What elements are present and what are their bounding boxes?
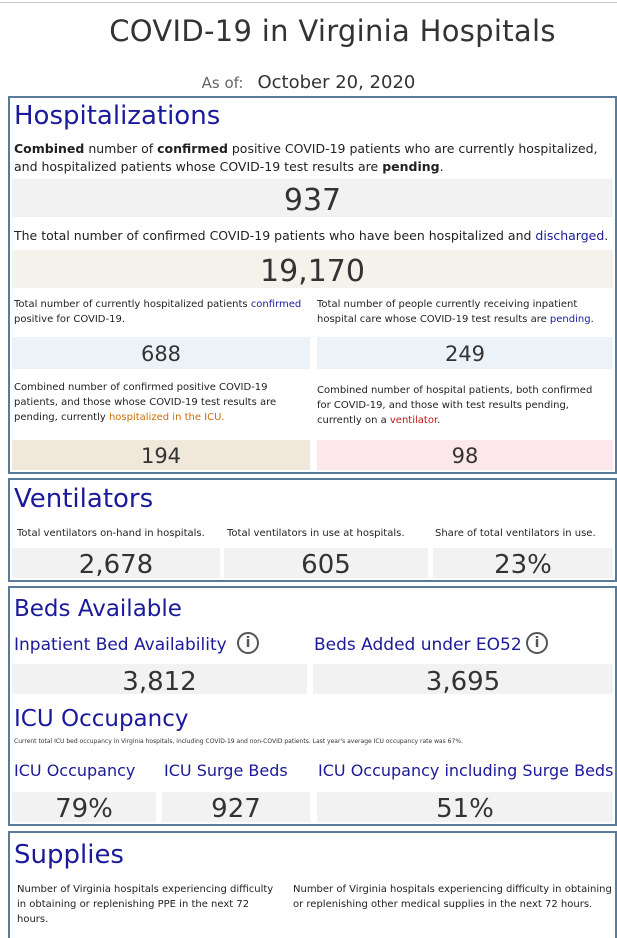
vent-inuse-value: 605	[224, 548, 428, 578]
as-of-date: October 20, 2020	[257, 72, 416, 93]
icu-surge-occupancy-value: 51%	[317, 792, 613, 822]
icu-surge-label: ICU Surge Beds	[164, 761, 288, 780]
confirmed-value: 688	[12, 337, 310, 369]
vent-onhand-value: 2,678	[12, 548, 220, 578]
ventilators-title: Ventilators	[14, 484, 154, 514]
icu-occupancy-title: ICU Occupancy	[14, 706, 189, 732]
icu-occupancy-value: 79%	[12, 792, 156, 822]
icu-occupancy-label: ICU Occupancy	[14, 761, 136, 780]
confirmed-desc: Total number of currently hospitalized patients confirmed positive for COVID-19.	[14, 299, 302, 325]
vent-onhand-label: Total ventilators on-hand in hospitals.	[17, 528, 205, 539]
icu-surge-occupancy-label: ICU Occupancy including Surge Beds	[318, 761, 614, 780]
discharged-value: 19,170	[12, 250, 613, 288]
hospitalizations-desc-2: The total number of confirmed COVID-19 patients who have been hospitalized and discharged.	[14, 228, 609, 243]
pending-value: 249	[317, 337, 613, 369]
vent-share-value: 23%	[433, 548, 613, 578]
medical-supplies-label: Number of Virginia hospitals experiencing difficulty in obtaining or replenishing other medical supplies in the next 72 hours.	[293, 884, 612, 910]
ventilator-desc: Combined number of hospital patients, both confirmed for COVID-19, and those with test results pending, currently on a ventilator.	[317, 385, 593, 426]
ppe-label: Number of Virginia hospitals experiencing difficulty in obtaining or replenishing PPE in the next 72 hours.	[17, 884, 274, 925]
info-icon[interactable]: i	[526, 632, 548, 654]
eo52-label: Beds Added under EO52	[314, 635, 522, 655]
icu-occupancy-note: Current total ICU bed occupancy in Virginia hospitals, including COVID-19 and non-COVID patients. Last year's average ICU occupancy rate was 67%.	[14, 738, 463, 745]
top-divider	[0, 2, 617, 3]
eo52-value: 3,695	[313, 664, 613, 694]
pending-desc: Total number of people currently receiving inpatient hospital care whose COVID-19 test results are pending.	[317, 299, 594, 325]
supplies-title: Supplies	[14, 840, 124, 870]
vent-share-label: Share of total ventilators in use.	[435, 528, 596, 539]
as-of	[0, 72, 617, 93]
as-of-label: As of:	[201, 74, 244, 92]
page-title: COVID-19 in Virginia Hospitals	[109, 14, 556, 48]
hospitalized-combined-value: 937	[12, 179, 613, 217]
inpatient-bed-value: 3,812	[12, 664, 307, 694]
hospitalizations-desc-1: Combined number of confirmed positive COVID-19 patients who are currently hospitalized, and hospitalized patients whose COVID-19 test results are pending.	[14, 141, 598, 174]
hospitalizations-title: Hospitalizations	[14, 101, 221, 131]
icu-surge-value: 927	[162, 792, 310, 822]
ventilator-value: 98	[317, 440, 613, 470]
vent-inuse-label: Total ventilators in use at hospitals.	[227, 528, 405, 539]
icu-desc: Combined number of confirmed positive COVID-19 patients, and those whose COVID-19 test results are pending, currently hospitalized in the ICU.	[14, 382, 277, 423]
info-icon[interactable]: i	[237, 632, 259, 654]
beds-title: Beds Available	[14, 596, 182, 622]
inpatient-bed-label: Inpatient Bed Availability	[14, 635, 227, 655]
icu-value: 194	[12, 440, 310, 470]
